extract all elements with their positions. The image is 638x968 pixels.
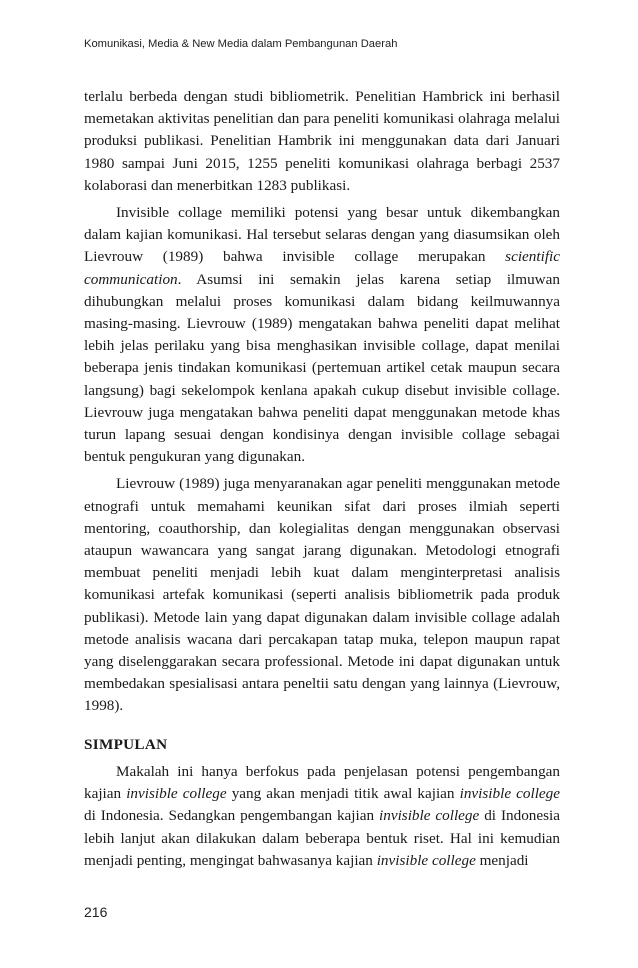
paragraph-2 [84, 202, 560, 468]
paragraph-4-emphasis-1: invisible college [126, 785, 227, 803]
paragraph-4 [84, 761, 560, 872]
paragraph-2-emphasis: scientific communication [84, 248, 560, 288]
paragraph-4-text-b: yang akan menjadi titik awal kajian [226, 785, 460, 803]
paragraph-2-text-a: Invisible collage memiliki potensi yang besar untuk dikembangkan dalam kajian komunikasi. Hal tersebut selaras dengan yang diasumsikan oleh Lievrouw (1989) bahwa invisible collage merupakan [84, 204, 560, 266]
section-heading: SIMPULAN [84, 735, 168, 753]
running-header: Komunikasi, Media & New Media dalam Pembangunan Daerah [84, 38, 398, 50]
body-text [84, 86, 560, 872]
paragraph-4-text-a: Makalah ini hanya berfokus pada penjelasan potensi pengembangan kajian [84, 762, 560, 803]
paragraph-4-emphasis-4: invisible college [376, 851, 476, 869]
page-number: 216 [84, 904, 108, 920]
paragraph-4-text-d: di Indonesia lebih lanjut akan dilakukan dalam beberapa bentuk riset. Hal ini kemudian menjadi penting, mengingat bahwasanya kajian [84, 807, 560, 869]
paragraph-4-text-c: di Indonesia. Sedangkan pengembangan kajian [84, 807, 380, 825]
paragraph-4-text-e: menjadi [475, 851, 529, 869]
paragraph-4-emphasis-3: invisible college [379, 807, 480, 825]
paragraph-4-emphasis-2: invisible college [459, 785, 561, 803]
paragraph-2-text-b: . Asumsi ini semakin jelas karena setiap ilmuwan dihubungkan melalui proses komunikasi dalam bidang keilmuwannya masing-masing. Lievrouw (1989) mengatakan bahwa peneliti dapat melihat lebih jelas perilaku yang bisa menghasikan invisible collage, dapat menilai beberapa jenis tindakan komunikasi (pertemuan artikel cetak maupun secara langsung) bagi sekelompok kenlana apakah cukup disebut invisible collage. Lievrouw juga mengatakan bahwa peneliti dapat menggunakan metode khas turun lapang sesuai dengan kondisinya dengan invisible collage sebagai bentuk pengukuran yang digunakan. [84, 270, 560, 466]
paragraph-1: terlalu berbeda dengan studi bibliometrik. Penelitian Hambrick ini berhasil memetakan aktivitas penelitian dan para peneliti komunikasi olahraga melalui produksi publikasi. Penelitian Hambrik ini menggunakan data dari Januari 1980 sampai Juni 2015, 1255 peneliti komunikasi olahraga berbagi 2537 kolaborasi dan menerbitkan 1283 publikasi. [84, 88, 560, 194]
paragraph-3: Lievrouw (1989) juga menyaranakan agar peneliti menggunakan metode etnografi untuk memahami keunikan sifat dari proses ilmiah seperti mentoring, coauthorship, dan kolegialitas dengan menggunakan observasi ataupun wawancara yang sangat jarang digunakan. Metodologi etnografi membuat peneliti menjadi lebih kuat dalam menginterpretasi analisis komunikasi artefak komunikasi (seperti analisis bibliometrik pada produk publikasi). Metode lain yang dapat digunakan dalam invisible collage adalah metode analisis wacana dari percakapan tatap muka, telepon maupun rapat yang diselenggarakan secara professional. Metode ini dapat digunakan untuk membedakan spesialisasi antara peneltii satu dengan yang lainnya (Lievrouw, 1998). [84, 475, 560, 715]
